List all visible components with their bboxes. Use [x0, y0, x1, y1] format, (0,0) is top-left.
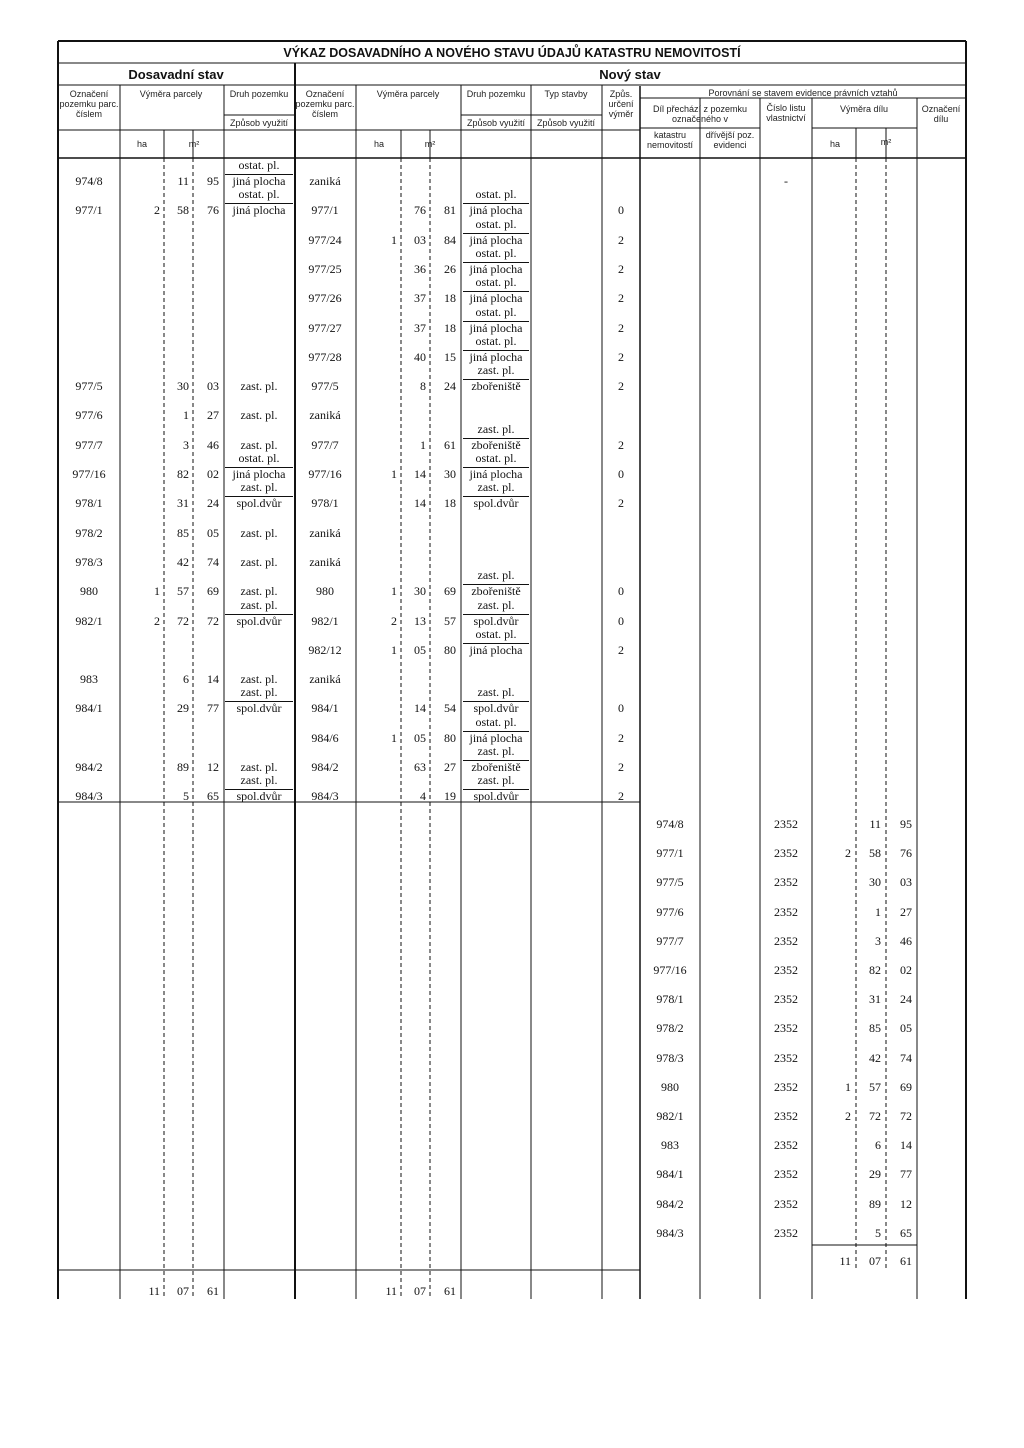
comparison-parcel: 983	[661, 1138, 679, 1153]
new-land-type: zast. pl.	[477, 773, 515, 788]
comparison-m2-units: 46	[900, 933, 912, 948]
comparison-lv-number: 2352	[774, 963, 798, 977]
comparison-ha: 1	[845, 1079, 851, 1094]
comparison-m2-units: 72	[900, 1109, 912, 1123]
comparison-m2-units: 03	[900, 875, 912, 890]
new-area-m2-hundreds: 30	[414, 584, 426, 599]
header-new-area: Výměra parcely	[376, 89, 440, 99]
new-land-use: spol.dvůr	[463, 496, 529, 510]
new-land-use: zbořeniště	[463, 584, 529, 598]
comparison-parcel: 978/2	[656, 1021, 684, 1036]
new-area-m2-hundreds: 37	[414, 291, 426, 306]
new-area-ha: 1	[391, 730, 397, 745]
old-area-m2-units: 46	[207, 437, 219, 452]
new-land-use: spol.dvůr	[463, 701, 529, 715]
header-building-use: Způsob využití	[536, 118, 596, 128]
new-land-type: ostat. pl.	[475, 245, 517, 260]
new-area-ha: 1	[391, 584, 397, 599]
new-land-use: spol.dvůr	[463, 789, 529, 803]
new-parcel-number: 984/1	[311, 701, 339, 716]
new-land-type: zast. pl.	[477, 363, 515, 378]
new-land-type: zast. pl.	[477, 597, 515, 612]
header-old-area: Výměra parcely	[139, 89, 203, 99]
old-parcel-number: 980	[80, 584, 98, 599]
old-area-m2-hundreds: 11	[177, 174, 189, 188]
old-parcel-number: 977/5	[75, 379, 103, 394]
old-parcel-number: 978/1	[75, 496, 103, 511]
old-land-use: spol.dvůr	[225, 614, 293, 628]
new-area-ha: 1	[391, 232, 397, 247]
old-area-m2-hundreds: 42	[177, 554, 189, 569]
comparison-parcel: 974/8	[656, 817, 684, 831]
old-area-m2-units: 74	[207, 554, 219, 569]
comparison-m2-units: 14	[900, 1138, 912, 1153]
area-method: 2	[618, 496, 624, 511]
comparison-m2-hundreds: 89	[869, 1196, 881, 1211]
new-parcel-number: 980	[316, 584, 334, 599]
area-method: 2	[618, 760, 624, 774]
old-area-m2-hundreds: 72	[177, 613, 189, 628]
header-new-type: Druh pozemku	[466, 89, 526, 99]
new-area-m2-hundreds: 03	[414, 232, 426, 247]
new-parcel-number: zaniká	[309, 174, 341, 188]
new-parcel-number: 977/25	[308, 261, 342, 276]
comparison-m2-hundreds: 85	[869, 1021, 881, 1036]
new-land-use: jiná plocha	[463, 467, 529, 481]
new-parcel-number: 977/28	[308, 349, 342, 364]
old-area-m2-units: 12	[207, 760, 219, 774]
new-land-type: ostat. pl.	[475, 275, 517, 290]
comparison-parcel: 984/3	[656, 1225, 684, 1240]
header-old-ha: ha	[136, 139, 147, 149]
comparison-m2-hundreds: 30	[869, 875, 881, 890]
comparison-lv-number: 2352	[774, 1225, 798, 1240]
comparison-lv-number: 2352	[774, 933, 798, 948]
old-area-m2-units: 03	[207, 379, 219, 394]
comparison-ha: 2	[845, 846, 851, 861]
old-area-m2-hundreds: 57	[177, 584, 189, 599]
comparison-m2-units: 76	[900, 846, 912, 861]
comparison-m2-units: 77	[900, 1167, 912, 1182]
comparison-m2-hundreds: 5	[875, 1225, 881, 1240]
header-part-ha: ha	[829, 139, 840, 149]
new-parcel-number: 984/6	[311, 730, 339, 745]
old-area-m2-units: 65	[207, 789, 219, 804]
new-area-m2-units: 24	[444, 379, 456, 394]
new-area-m2-units: 61	[444, 437, 456, 452]
old-area-m2-units: 27	[207, 408, 219, 423]
area-method: 2	[618, 349, 624, 364]
comparison-m2-units: 05	[900, 1021, 912, 1036]
old-land-use: jiná plocha	[225, 467, 293, 481]
old-parcel-number: 983	[80, 672, 98, 687]
new-area-m2-hundreds: 14	[414, 496, 426, 511]
old-land-use: spol.dvůr	[225, 789, 293, 803]
old-land-type: zast. pl.	[240, 525, 278, 540]
new-land-type: ostat. pl.	[475, 626, 517, 641]
new-area-m2-units: 80	[444, 642, 456, 657]
old-area-m2-units: 24	[207, 496, 219, 511]
new-area-m2-units: 18	[444, 496, 456, 511]
new-area-m2-hundreds: 37	[414, 320, 426, 335]
header-building-type: Typ stavby	[544, 89, 588, 99]
new-area-ha: 1	[391, 467, 397, 481]
new-area-m2-hundreds: 63	[414, 760, 426, 774]
area-method: 2	[618, 379, 624, 394]
new-land-type: zast. pl.	[477, 480, 515, 495]
header-new-parcel: Označení pozemku parc. číslem	[295, 89, 355, 119]
comparison-total-m2-hundreds: 07	[869, 1254, 881, 1268]
comparison-m2-hundreds: 58	[869, 846, 881, 861]
new-area-m2-units: 18	[444, 320, 456, 335]
new-land-type: ostat. pl.	[475, 714, 517, 729]
comparison-lv-number: 2352	[774, 1079, 798, 1094]
old-land-type: zast. pl.	[240, 437, 278, 452]
new-parcel-number: 977/24	[308, 232, 342, 247]
old-area-m2-hundreds: 82	[177, 467, 189, 481]
new-land-type: zast. pl.	[477, 421, 515, 436]
new-area-m2-units: 15	[444, 349, 456, 364]
new-land-type: zast. pl.	[477, 744, 515, 758]
comparison-parcel: 980	[661, 1079, 679, 1094]
new-area-ha: 2	[391, 613, 397, 628]
new-area-m2-units: 18	[444, 291, 456, 306]
old-area-ha: 2	[154, 613, 160, 628]
new-area-m2-units: 80	[444, 730, 456, 745]
new-land-use: spol.dvůr	[463, 614, 529, 628]
old-area-m2-hundreds: 6	[183, 672, 189, 687]
area-method: 0	[618, 701, 624, 716]
old-land-type: zast. pl.	[240, 379, 278, 394]
new-land-type: zast. pl.	[477, 685, 515, 700]
comparison-parcel: 977/7	[656, 933, 684, 948]
comparison-m2-hundreds: 72	[869, 1109, 881, 1123]
new-land-use: jiná plocha	[463, 731, 529, 745]
new-land-use: zbořeniště	[463, 760, 529, 774]
area-method: 0	[618, 203, 624, 218]
old-total-m2-hundreds: 07	[177, 1284, 189, 1298]
new-area-m2-hundreds: 13	[414, 613, 426, 628]
comparison-m2-hundreds: 1	[875, 904, 881, 919]
area-method: 2	[618, 261, 624, 276]
new-land-use: zbořeniště	[463, 379, 529, 393]
comparison-m2-units: 27	[900, 904, 912, 919]
comparison-total-ha: 11	[839, 1254, 851, 1268]
old-land-type: zast. pl.	[240, 597, 278, 612]
new-area-m2-units: 26	[444, 261, 456, 276]
comparison-m2-hundreds: 6	[875, 1138, 881, 1153]
old-area-ha: 2	[154, 203, 160, 218]
comparison-lv-number: 2352	[774, 1167, 798, 1182]
new-area-m2-hundreds: 76	[414, 203, 426, 218]
comparison-m2-hundreds: 29	[869, 1167, 881, 1182]
new-area-m2-hundreds: 05	[414, 642, 426, 657]
comparison-m2-units: 24	[900, 992, 912, 1007]
header-old-type: Druh pozemku	[229, 89, 289, 99]
comparison-parcel: 978/3	[656, 1050, 684, 1065]
comparison-parcel: 977/6	[656, 904, 684, 919]
section-old-title: Dosavadní stav	[128, 67, 224, 82]
comparison-parcel: 984/2	[656, 1196, 684, 1211]
new-area-m2-hundreds: 4	[420, 789, 426, 804]
comparison-m2-hundreds: 11	[869, 817, 881, 831]
new-parcel-number: 977/1	[311, 203, 339, 218]
old-parcel-number: 978/2	[75, 525, 103, 540]
new-parcel-number: zaniká	[309, 554, 341, 569]
old-area-m2-units: 77	[207, 701, 219, 716]
header-comparison: Porovnání se stavem evidence právních vztahů	[708, 88, 898, 98]
new-total-ha: 11	[385, 1284, 397, 1298]
comparison-lv-number: 2352	[774, 1109, 798, 1123]
comparison-m2-units: 69	[900, 1079, 912, 1094]
old-parcel-number: 977/6	[75, 408, 103, 423]
old-land-type: zast. pl.	[240, 554, 278, 569]
header-new-ha: ha	[373, 139, 384, 149]
old-land-use: jiná plocha	[225, 203, 293, 217]
new-area-m2-units: 57	[444, 613, 456, 628]
comparison-parcel: 984/1	[656, 1167, 684, 1182]
comparison-ha: 2	[845, 1109, 851, 1123]
header-method: Způs. určení výměr	[608, 89, 634, 119]
new-area-m2-hundreds: 8	[420, 379, 426, 394]
comparison-m2-units: 12	[900, 1196, 912, 1211]
comparison-lv-number: 2352	[774, 1196, 798, 1211]
comparison-lv: -	[784, 174, 788, 188]
new-land-use: jiná plocha	[463, 203, 529, 217]
new-parcel-number: 984/3	[311, 789, 339, 804]
old-land-type: ostat. pl.	[238, 158, 280, 172]
old-parcel-number: 977/1	[75, 203, 103, 218]
old-area-m2-hundreds: 3	[183, 437, 189, 452]
header-part-area: Výměra dílu	[839, 104, 889, 114]
new-area-m2-units: 19	[444, 789, 456, 804]
comparison-lv-number: 2352	[774, 1021, 798, 1036]
new-parcel-number: 978/1	[311, 496, 339, 511]
header-new-m2: m²	[424, 139, 436, 149]
comparison-lv-number: 2352	[774, 992, 798, 1007]
new-parcel-number: 977/16	[308, 467, 342, 481]
old-area-m2-units: 76	[207, 203, 219, 218]
comparison-lv-number: 2352	[774, 875, 798, 890]
old-area-m2-units: 72	[207, 613, 219, 628]
old-total-ha: 11	[148, 1284, 160, 1298]
new-total-m2-hundreds: 07	[414, 1284, 426, 1298]
area-method: 0	[618, 584, 624, 599]
comparison-parcel: 977/5	[656, 875, 684, 890]
comparison-parcel: 982/1	[656, 1109, 684, 1123]
old-parcel-number: 977/16	[72, 467, 106, 481]
new-parcel-number: 982/1	[311, 613, 339, 628]
new-area-m2-hundreds: 40	[414, 349, 426, 364]
old-area-m2-hundreds: 31	[177, 496, 189, 511]
new-land-type: ostat. pl.	[475, 333, 517, 348]
new-parcel-number: zaniká	[309, 672, 341, 687]
comparison-parcel: 977/16	[653, 963, 687, 977]
new-land-use: jiná plocha	[463, 291, 529, 305]
old-land-type: ostat. pl.	[238, 187, 280, 202]
old-area-m2-hundreds: 58	[177, 203, 189, 218]
new-land-type: zast. pl.	[477, 568, 515, 583]
comparison-m2-hundreds: 31	[869, 992, 881, 1007]
old-parcel-number: 984/3	[75, 789, 103, 804]
new-parcel-number: 977/7	[311, 437, 339, 452]
old-area-m2-units: 95	[207, 174, 219, 188]
old-land-use: jiná plocha	[225, 174, 293, 188]
new-area-m2-units: 27	[444, 760, 456, 774]
new-parcel-number: zaniká	[309, 408, 341, 423]
old-land-type: zast. pl.	[240, 773, 278, 788]
header-lv: Číslo listu vlastnictví	[766, 103, 806, 123]
old-land-type: ostat. pl.	[238, 451, 280, 465]
area-method: 2	[618, 437, 624, 452]
old-area-m2-hundreds: 85	[177, 525, 189, 540]
comparison-m2-units: 74	[900, 1050, 912, 1065]
new-land-type: ostat. pl.	[475, 451, 517, 465]
new-area-m2-hundreds: 05	[414, 730, 426, 745]
old-parcel-number: 984/2	[75, 760, 103, 774]
new-area-m2-hundreds: 14	[414, 701, 426, 716]
old-area-m2-units: 02	[207, 467, 219, 481]
old-area-m2-hundreds: 30	[177, 379, 189, 394]
old-land-use: spol.dvůr	[225, 701, 293, 715]
comparison-total-m2-units: 61	[900, 1254, 912, 1268]
comparison-m2-units: 02	[900, 963, 912, 977]
new-land-use: jiná plocha	[463, 321, 529, 335]
old-parcel-number: 982/1	[75, 613, 103, 628]
new-land-type: ostat. pl.	[475, 216, 517, 231]
old-area-m2-hundreds: 29	[177, 701, 189, 716]
old-area-m2-units: 14	[207, 672, 219, 687]
comparison-m2-hundreds: 82	[869, 963, 881, 977]
new-land-use: jiná plocha	[463, 262, 529, 276]
comparison-m2-units: 65	[900, 1225, 912, 1240]
area-method: 0	[618, 613, 624, 628]
document-title: VÝKAZ DOSAVADNÍHO A NOVÉHO STAVU ÚDAJŮ KATASTRU NEMOVITOSTÍ	[283, 46, 741, 60]
comparison-m2-hundreds: 3	[875, 933, 881, 948]
new-land-use: jiná plocha	[463, 233, 529, 247]
old-parcel-number: 984/1	[75, 701, 103, 716]
header-old-parcel: Označení pozemku parc. číslem	[59, 89, 119, 119]
old-parcel-number: 974/8	[75, 174, 103, 188]
new-area-m2-units: 84	[444, 232, 456, 247]
old-area-m2-units: 69	[207, 584, 219, 599]
new-parcel-number: 977/27	[308, 320, 342, 335]
comparison-parcel: 977/1	[656, 846, 684, 861]
section-new-title: Nový stav	[599, 67, 661, 82]
new-area-m2-hundreds: 1	[420, 437, 426, 452]
old-area-m2-units: 05	[207, 525, 219, 540]
old-land-use: spol.dvůr	[225, 496, 293, 510]
comparison-lv-number: 2352	[774, 817, 798, 831]
header-cadastre: katastru nemovitostí	[646, 130, 694, 150]
new-area-m2-units: 54	[444, 701, 456, 716]
header-part-label: Označení dílu	[921, 104, 961, 124]
new-parcel-number: 977/26	[308, 291, 342, 306]
new-parcel-number: 982/12	[308, 642, 342, 657]
new-land-type: ostat. pl.	[475, 304, 517, 319]
old-area-m2-hundreds: 5	[183, 789, 189, 804]
new-land-type: ostat. pl.	[475, 187, 517, 202]
comparison-m2-hundreds: 42	[869, 1050, 881, 1065]
area-method: 2	[618, 789, 624, 804]
header-part-m2: m²	[880, 137, 892, 147]
area-method: 2	[618, 320, 624, 335]
old-land-type: zast. pl.	[240, 760, 278, 774]
old-land-type: zast. pl.	[240, 584, 278, 599]
new-area-m2-units: 30	[444, 467, 456, 481]
old-area-m2-hundreds: 89	[177, 760, 189, 774]
comparison-m2-units: 95	[900, 817, 912, 831]
new-area-m2-hundreds: 14	[414, 467, 426, 481]
comparison-m2-hundreds: 57	[869, 1079, 881, 1094]
area-method: 2	[618, 232, 624, 247]
old-parcel-number: 977/7	[75, 437, 103, 452]
old-total-m2-units: 61	[207, 1284, 219, 1298]
header-part-from: Díl přechází z pozemku označeného v	[652, 104, 748, 124]
old-land-type: zast. pl.	[240, 685, 278, 700]
comparison-lv-number: 2352	[774, 846, 798, 861]
comparison-lv-number: 2352	[774, 904, 798, 919]
header-new-use: Způsob využití	[466, 118, 526, 128]
new-area-m2-units: 69	[444, 584, 456, 599]
old-land-type: zast. pl.	[240, 408, 278, 423]
header-old-use: Způsob využití	[229, 118, 289, 128]
new-area-m2-units: 81	[444, 203, 456, 218]
old-area-ha: 1	[154, 584, 160, 599]
comparison-lv-number: 2352	[774, 1050, 798, 1065]
new-total-m2-units: 61	[444, 1284, 456, 1298]
area-method: 2	[618, 642, 624, 657]
old-parcel-number: 978/3	[75, 554, 103, 569]
old-land-type: zast. pl.	[240, 672, 278, 687]
new-parcel-number: 977/5	[311, 379, 339, 394]
new-land-use: jiná plocha	[463, 350, 529, 364]
new-area-ha: 1	[391, 642, 397, 657]
header-old-m2: m²	[188, 139, 200, 149]
area-method: 0	[618, 467, 624, 481]
old-land-type: zast. pl.	[240, 480, 278, 495]
comparison-parcel: 978/1	[656, 992, 684, 1007]
new-land-use: jiná plocha	[463, 643, 529, 657]
header-prev-record: dřívější poz. evidenci	[705, 130, 755, 150]
new-parcel-number: 984/2	[311, 760, 339, 774]
area-method: 2	[618, 291, 624, 306]
comparison-lv-number: 2352	[774, 1138, 798, 1153]
old-area-m2-hundreds: 1	[183, 408, 189, 423]
new-land-use: zbořeniště	[463, 438, 529, 452]
area-method: 2	[618, 730, 624, 745]
new-parcel-number: zaniká	[309, 525, 341, 540]
new-area-m2-hundreds: 36	[414, 261, 426, 276]
